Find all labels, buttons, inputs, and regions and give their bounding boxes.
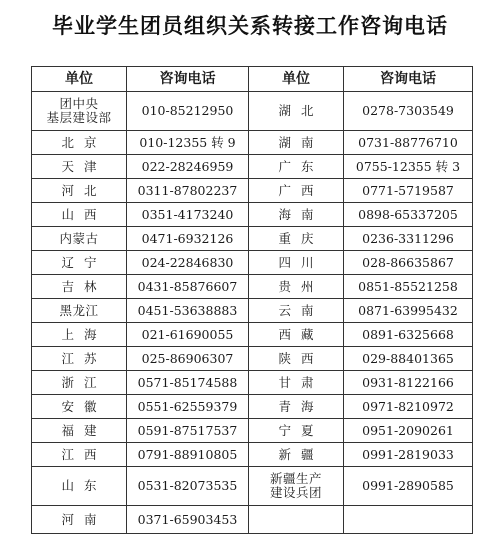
unit-cell-right: 青海: [249, 395, 344, 419]
phone-cell-left: 0371-65903453: [127, 506, 249, 534]
phone-cell-left: 0471-6932126: [127, 227, 249, 251]
phone-cell-right: 0991-2819033: [344, 443, 473, 467]
unit-cell-left: 天津: [32, 155, 127, 179]
phone-cell-right: 0891-6325668: [344, 323, 473, 347]
table-body: [32, 92, 473, 534]
phone-cell-right: 029-88401365: [344, 347, 473, 371]
phone-cell-left: 010-85212950: [127, 92, 249, 131]
contact-table: [31, 66, 473, 534]
phone-cell-right: 0851-85521258: [344, 275, 473, 299]
table-row: [32, 203, 473, 227]
unit-cell-right: 广西: [249, 179, 344, 203]
unit-cell-left: 北京: [32, 131, 127, 155]
table-row: [32, 467, 473, 506]
phone-cell-left: 0791-88910805: [127, 443, 249, 467]
unit-cell-left: 江苏: [32, 347, 127, 371]
unit-cell-right: 贵州: [249, 275, 344, 299]
phone-cell-right: 0871-63995432: [344, 299, 473, 323]
unit-cell-right: 湖南: [249, 131, 344, 155]
unit-cell-right: 云南: [249, 299, 344, 323]
unit-cell-left: 安徽: [32, 395, 127, 419]
unit-cell-left: 吉林: [32, 275, 127, 299]
unit-cell-right: 广东: [249, 155, 344, 179]
table-row: [32, 443, 473, 467]
phone-cell-left: 0531-82073535: [127, 467, 249, 506]
unit-cell-right: 重庆: [249, 227, 344, 251]
phone-cell-left: 024-22846830: [127, 251, 249, 275]
unit-cell-right: 宁夏: [249, 419, 344, 443]
phone-cell-left: 025-86906307: [127, 347, 249, 371]
unit-cell-right: 西藏: [249, 323, 344, 347]
phone-cell-left: 0571-85174588: [127, 371, 249, 395]
phone-cell-left: 0431-85876607: [127, 275, 249, 299]
header-phone-right: 咨询电话: [344, 67, 473, 92]
phone-cell-right: 0971-8210972: [344, 395, 473, 419]
table-row: [32, 371, 473, 395]
unit-cell-left: 黑龙江: [32, 299, 127, 323]
unit-cell-left: 浙江: [32, 371, 127, 395]
table-header-row: [32, 67, 473, 92]
table-row: [32, 251, 473, 275]
table-row: [32, 227, 473, 251]
header-phone-left: 咨询电话: [127, 67, 249, 92]
unit-cell-left: 江西: [32, 443, 127, 467]
phone-cell-left: 022-28246959: [127, 155, 249, 179]
unit-cell-right: 海南: [249, 203, 344, 227]
unit-cell-right: 陕西: [249, 347, 344, 371]
phone-cell-left: 0351-4173240: [127, 203, 249, 227]
phone-cell-right: 0898-65337205: [344, 203, 473, 227]
unit-cell-left: 团中央 基层建设部: [32, 92, 127, 131]
phone-cell-right: 0278-7303549: [344, 92, 473, 131]
unit-cell-left: 福建: [32, 419, 127, 443]
table-row: [32, 92, 473, 131]
phone-cell-right: [344, 506, 473, 534]
page-title: 毕业学生团员组织关系转接工作咨询电话: [52, 14, 448, 38]
phone-cell-right: 0236-3311296: [344, 227, 473, 251]
unit-cell-left: 内蒙古: [32, 227, 127, 251]
phone-cell-right: 028-86635867: [344, 251, 473, 275]
unit-cell-left: 山西: [32, 203, 127, 227]
table-row: [32, 347, 473, 371]
table-row: [32, 419, 473, 443]
phone-cell-right: 0771-5719587: [344, 179, 473, 203]
unit-cell-right: 四川: [249, 251, 344, 275]
phone-cell-left: 010-12355 转 9: [127, 131, 249, 155]
unit-cell-right: 新疆生产 建设兵团: [249, 467, 344, 506]
unit-cell-left: 上海: [32, 323, 127, 347]
table-row: [32, 131, 473, 155]
phone-cell-right: 0951-2090261: [344, 419, 473, 443]
phone-cell-right: 0755-12355 转 3: [344, 155, 473, 179]
header-unit-right: 单位: [249, 67, 344, 92]
phone-cell-left: 0551-62559379: [127, 395, 249, 419]
unit-cell-left: 辽宁: [32, 251, 127, 275]
phone-cell-right: 0991-2890585: [344, 467, 473, 506]
table-row: [32, 155, 473, 179]
table-row: [32, 179, 473, 203]
unit-cell-left: 河北: [32, 179, 127, 203]
table-row: [32, 323, 473, 347]
phone-cell-left: 0451-53638883: [127, 299, 249, 323]
unit-cell-left: 河南: [32, 506, 127, 534]
phone-cell-right: 0931-8122166: [344, 371, 473, 395]
unit-cell-right: 甘肃: [249, 371, 344, 395]
table-row: [32, 506, 473, 534]
table-row: [32, 299, 473, 323]
unit-cell-right: 新疆: [249, 443, 344, 467]
phone-cell-left: 0311-87802237: [127, 179, 249, 203]
phone-cell-right: 0731-88776710: [344, 131, 473, 155]
unit-cell-right: 湖北: [249, 92, 344, 131]
phone-cell-left: 021-61690055: [127, 323, 249, 347]
unit-cell-right: [249, 506, 344, 534]
table-row: [32, 395, 473, 419]
table-row: [32, 275, 473, 299]
phone-cell-left: 0591-87517537: [127, 419, 249, 443]
header-unit-left: 单位: [32, 67, 127, 92]
unit-cell-left: 山东: [32, 467, 127, 506]
